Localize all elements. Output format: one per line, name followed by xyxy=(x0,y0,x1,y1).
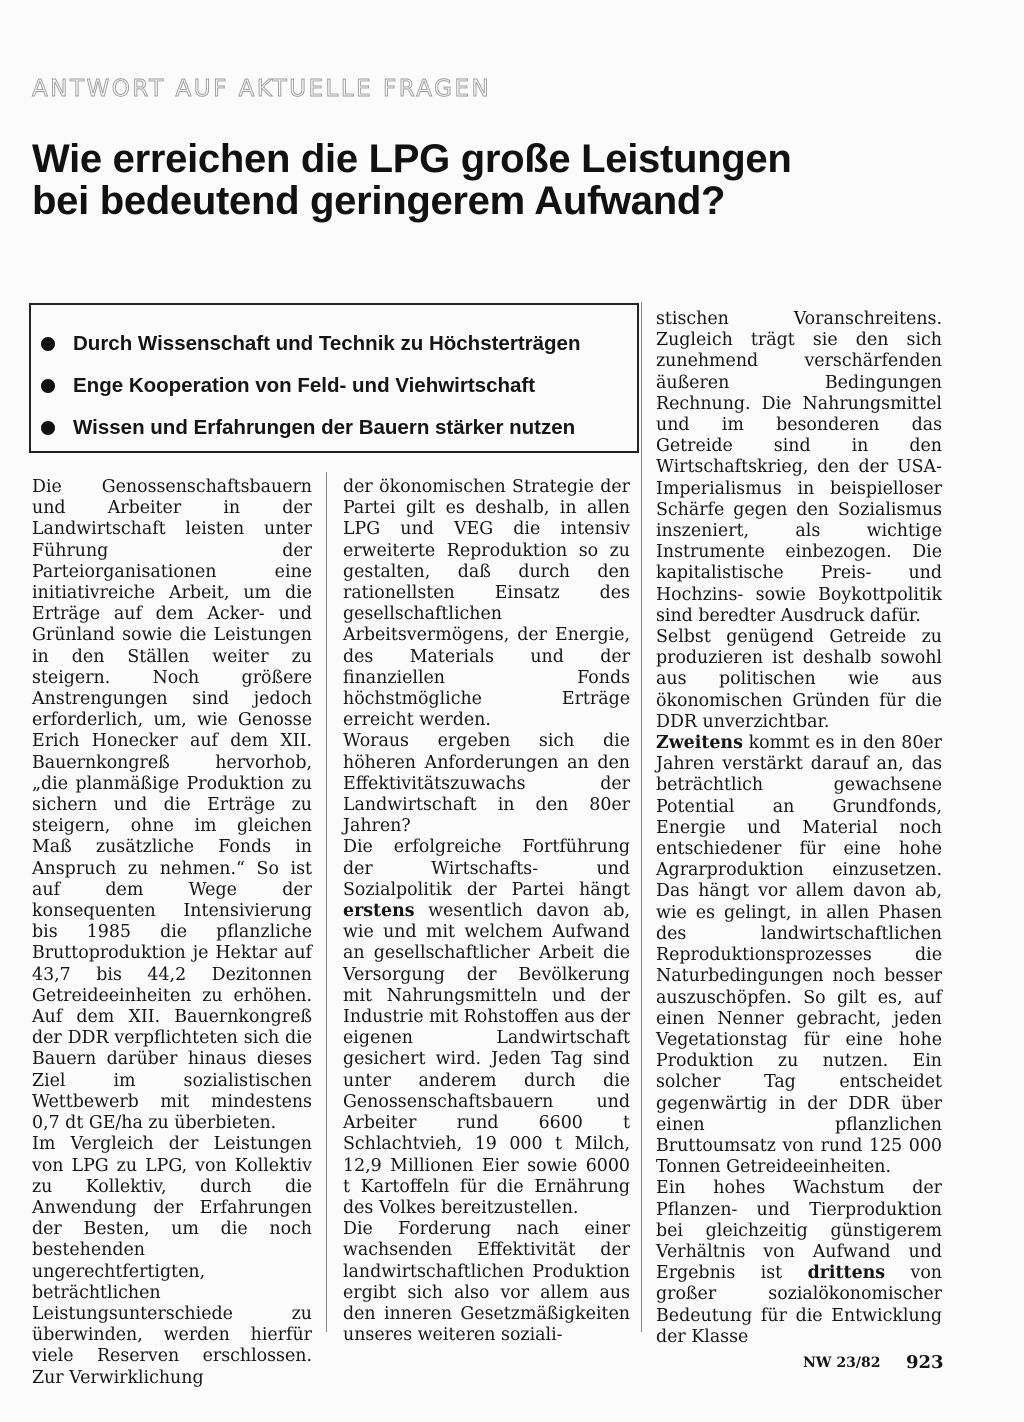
kicker: ANTWORT AUF AKTUELLE FRAGEN xyxy=(32,76,492,102)
summary-box xyxy=(29,303,639,453)
summary-item-text: Enge Kooperation von Feld- und Viehwirtschaft xyxy=(73,374,536,397)
summary-item-text: Durch Wissenschaft und Technik zu Höchsterträgen xyxy=(73,332,581,355)
bullet-dot-icon xyxy=(41,421,55,435)
paragraph: Woraus ergeben sich die höheren Anforderungen an den Effektivitätszuwachs der Landwirtschaft in den 80er Jahren? xyxy=(343,731,630,837)
paragraph: Im Vergleich der Leistungen von LPG zu LPG, von Kollektiv zu Kollektiv, durch die Anwendung der Erfahrungen der Besten, um die noch bestehenden ungerechtfertigten, beträchtlichen Leistungsunterschiede zu überwinden, werden hierfür viele Reserven erschlossen. Zur Verwirklichung xyxy=(32,1134,312,1388)
emphasis: Zweitens xyxy=(656,733,743,754)
paragraph: der ökonomischen Strategie der Partei gilt es deshalb, in allen LPG und VEG die intensiv erweiterte Reproduktion so zu gestalten, daß durch den rationellsten Einsatz des gesellschaftlichen Arbeitsvermögens, der Energie, des Materials und der finanziellen Fonds höchstmögliche Erträge erreicht werden. xyxy=(343,477,630,731)
headline-line-1: Wie erreichen die LPG große Leistungen xyxy=(32,137,792,181)
headline xyxy=(32,138,992,222)
paragraph: Die Forderung nach einer wachsenden Effektivität der landwirtschaftlichen Produktion ergibt sich also vor allem aus den inneren Gesetzmäßigkeiten unseres weiteren soziali- xyxy=(343,1219,630,1346)
column-3 xyxy=(656,309,942,1348)
issue-label: NW 23/82 xyxy=(803,1355,881,1371)
paragraph xyxy=(343,837,630,1219)
text-run: Die erfolgreiche Fortführung der Wirtschafts- und Sozialpolitik der Partei hängt xyxy=(343,837,630,900)
emphasis: erstens xyxy=(343,901,415,922)
column-1 xyxy=(32,477,312,1389)
paragraph: Die Genossenschaftsbauern und Arbeiter in der Landwirtschaft leisten unter Führung der Parteiorganisationen eine initiativreiche Arbeit, um die Erträge auf dem Acker- und Grünland sowie die Leistungen in den Ställen weiter zu steigern. Noch größere Anstrengungen sind jedoch erforderlich, um, wie Genosse Erich Honecker auf dem XII. Bauernkongreß hervorhob, „die planmäßige Produktion zu sichern und die Erträge zu steigern, ohne im gleichen Maß zusätzliche Fonds in Anspruch zu nehmen.“ So ist auf dem Wege der konsequenten Intensivierung bis 1985 die pflanzliche Bruttoproduktion je Hektar auf 43,7 bis 44,2 Dezitonnen Getreideeinheiten zu erhöhen. Auf dem XII. Bauernkongreß der DDR verpflichteten sich die Bauern darüber hinaus dieses Ziel im sozialistischen Wettbewerb mit mindestens 0,7 dt GE/ha zu überbieten. xyxy=(32,477,312,1134)
column-divider xyxy=(326,472,327,1332)
summary-item-text: Wissen und Erfahrungen der Bauern stärker nutzen xyxy=(73,416,576,439)
summary-item xyxy=(41,407,637,449)
column-divider xyxy=(641,302,642,1332)
paragraph: stischen Voranschreitens. Zugleich trägt sie den sich zunehmend verschärfenden äußeren Bedingungen Rechnung. Die Nahrungsmittel und im besonderen das Getreide sind in den Wirtschaftskrieg, den der USA-Imperialismus in beispielloser Schärfe gegen den Sozialismus inszeniert, als wichtige Instrumente einbezogen. Die kapitalistische Preis- und Hochzins- sowie Boykottpolitik sind beredter Ausdruck dafür. xyxy=(656,309,942,626)
text-run: Ein hohes Wachstum der Pflanzen- und Tierproduktion bei gleichzeitig günstigerem Verhältnis von Aufwand und Ergebnis ist xyxy=(656,1178,942,1284)
bullet-dot-icon xyxy=(41,379,55,393)
column-2 xyxy=(343,477,630,1346)
summary-item xyxy=(41,323,637,365)
paragraph xyxy=(656,733,942,1178)
paragraph xyxy=(656,1178,942,1348)
bullet-dot-icon xyxy=(41,337,55,351)
text-run: wesentlich davon ab, wie und mit welchem Aufwand an gesellschaftlicher Arbeit die Versorgung der Bevölkerung mit Nahrungsmitteln und der Industrie mit Rohstoffen aus der eigenen Landwirtschaft gesichert wird. Jeden Tag sind unter anderem durch die Genossenschaftsbauern und Arbeiter rund 6600 t Schlachtvieh, 19 000 t Milch, 12,9 Millionen Eier sowie 6000 t Kartoffeln für die Ernährung des Volkes bereitzustellen. xyxy=(343,901,630,1218)
text-run: kommt es in den 80er Jahren verstärkt darauf an, das beträchtlich gewachsene Potential an Grundfonds, Energie und Material noch entschiedener für eine hohe Agrarproduktion einzusetzen. Das hängt vor allem davon ab, wie es gelingt, in allen Phasen des landwirtschaftlichen Reproduktionsprozesses die Naturbedingungen noch besser auszuschöpfen. So gilt es, auf einen Nenner gebracht, jeden Vegetationstag für eine hohe Produktion zu nutzen. Ein solcher Tag entscheidet gegenwärtig in der DDR über einen pflanzlichen Bruttoumsatz von rund 125 000 Tonnen Getreideeinheiten. xyxy=(656,733,942,1178)
page-number: 923 xyxy=(906,1352,944,1373)
summary-item xyxy=(41,365,637,407)
text-run: von großer sozialökonomischer Bedeutung für die Entwicklung der Klasse xyxy=(656,1263,942,1347)
paragraph: Selbst genügend Getreide zu produzieren ist deshalb sowohl aus politischen wie aus ökonomischen Gründen für die DDR unverzichtbar. xyxy=(656,627,942,732)
headline-line-2: bei bedeutend geringerem Aufwand? xyxy=(32,179,726,223)
emphasis: drittens xyxy=(807,1263,886,1284)
